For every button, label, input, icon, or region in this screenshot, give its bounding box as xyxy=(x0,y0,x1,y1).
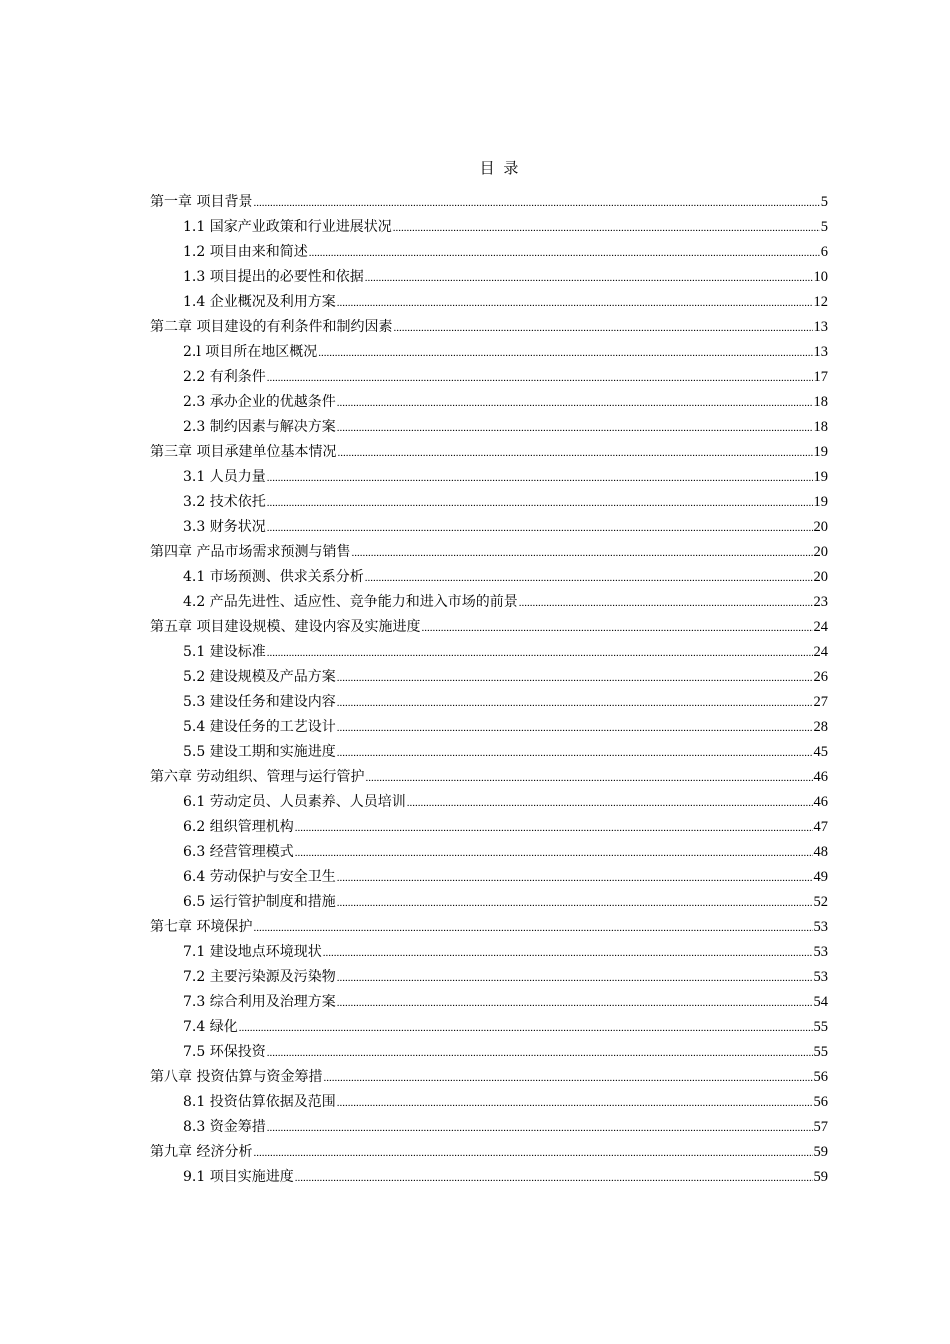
toc-chapter-entry[interactable] xyxy=(150,440,828,465)
toc-section-entry[interactable] xyxy=(150,265,828,290)
toc-chapter-entry[interactable] xyxy=(150,1140,828,1165)
toc-dot-leader xyxy=(253,1141,812,1166)
toc-dot-leader xyxy=(295,1166,813,1191)
toc-page-number: 5 xyxy=(820,194,828,210)
toc-section-entry[interactable] xyxy=(150,290,828,315)
toc-section-entry[interactable] xyxy=(150,990,828,1015)
toc-entry-label: 第三章 项目承建单位基本情况 xyxy=(150,444,337,460)
toc-dot-leader xyxy=(337,991,813,1016)
toc-dot-leader xyxy=(337,416,813,441)
toc-page-number: 26 xyxy=(813,669,828,685)
toc-section-entry[interactable] xyxy=(150,590,828,615)
toc-dot-leader xyxy=(267,1041,813,1066)
toc-dot-leader xyxy=(351,541,812,566)
toc-dot-leader xyxy=(337,866,813,891)
toc-entry-label: 第四章 产品市场需求预测与销售 xyxy=(150,544,351,560)
toc-entry-label: 第六章 劳动组织、管理与运行管护 xyxy=(150,769,365,785)
toc-section-entry[interactable] xyxy=(150,940,828,965)
toc-section-entry[interactable] xyxy=(150,640,828,665)
toc-dot-leader xyxy=(365,766,812,791)
toc-page-number: 20 xyxy=(813,569,828,585)
toc-entry-label: 5.4 建设任务的工艺设计 xyxy=(183,719,336,735)
toc-entry-label: 第一章 项目背景 xyxy=(150,194,253,210)
toc-page-number: 13 xyxy=(813,344,828,360)
toc-dot-leader xyxy=(337,1091,813,1116)
toc-chapter-entry[interactable] xyxy=(150,315,828,340)
toc-section-entry[interactable] xyxy=(150,890,828,915)
toc-dot-leader xyxy=(253,916,812,941)
toc-entry-label: 9.1 项目实施进度 xyxy=(183,1169,294,1185)
toc-dot-leader xyxy=(337,741,813,766)
toc-section-entry[interactable] xyxy=(150,815,828,840)
toc-page-number: 59 xyxy=(813,1144,828,1160)
toc-section-entry[interactable] xyxy=(150,1165,828,1190)
toc-page-number: 59 xyxy=(813,1169,828,1185)
toc-entry-label: 第二章 项目建设的有利条件和制约因素 xyxy=(150,319,393,335)
toc-dot-leader xyxy=(318,341,812,366)
toc-chapter-entry[interactable] xyxy=(150,540,828,565)
toc-entry-label: 2.2 有利条件 xyxy=(183,369,266,385)
toc-section-entry[interactable] xyxy=(150,790,828,815)
toc-section-entry[interactable] xyxy=(150,690,828,715)
toc-entry-label: 6.5 运行管护制度和措施 xyxy=(183,894,336,910)
toc-entry-label: 8.3 资金筹措 xyxy=(183,1119,266,1135)
toc-dot-leader xyxy=(337,891,813,916)
toc-dot-leader xyxy=(337,716,813,741)
toc-entry-label: 2.3 制约因素与解决方案 xyxy=(183,419,336,435)
toc-entry-label: 3.1 人员力量 xyxy=(183,469,266,485)
toc-section-entry[interactable] xyxy=(150,465,828,490)
toc-entry-label: 5.2 建设规模及产品方案 xyxy=(183,669,336,685)
toc-entry-label: 6.4 劳动保护与安全卫生 xyxy=(183,869,336,885)
toc-page-number: 6 xyxy=(820,244,828,260)
toc-page-number: 45 xyxy=(813,744,828,760)
toc-page-number: 53 xyxy=(813,969,828,985)
toc-entry-label: 6.2 组织管理机构 xyxy=(183,819,294,835)
toc-list xyxy=(150,190,828,1190)
toc-section-entry[interactable] xyxy=(150,565,828,590)
toc-section-entry[interactable] xyxy=(150,415,828,440)
toc-page-number: 52 xyxy=(813,894,828,910)
toc-dot-leader xyxy=(267,366,813,391)
toc-entry-label: 1.4 企业概况及利用方案 xyxy=(183,294,336,310)
toc-dot-leader xyxy=(393,316,812,341)
toc-section-entry[interactable] xyxy=(150,665,828,690)
toc-page-number: 19 xyxy=(813,444,828,460)
toc-dot-leader xyxy=(267,516,813,541)
toc-dot-leader xyxy=(267,641,813,666)
toc-entry-label: 1.2 项目由来和简述 xyxy=(183,244,308,260)
toc-dot-leader xyxy=(337,966,813,991)
toc-dot-leader xyxy=(407,791,813,816)
toc-entry-label: 4.2 产品先进性、适应性、竞争能力和进入市场的前景 xyxy=(183,594,518,610)
toc-page-number: 49 xyxy=(813,869,828,885)
page-title: 目 录 xyxy=(479,159,521,177)
toc-page-number: 17 xyxy=(813,369,828,385)
toc-entry-label: 3.3 财务状况 xyxy=(183,519,266,535)
toc-page-number: 24 xyxy=(813,644,828,660)
toc-dot-leader xyxy=(309,241,820,266)
toc-dot-leader xyxy=(365,266,813,291)
toc-page-number: 53 xyxy=(813,919,828,935)
toc-section-entry[interactable] xyxy=(150,1115,828,1140)
toc-dot-leader xyxy=(253,191,819,216)
toc-entry-label: 2.3 承办企业的优越条件 xyxy=(183,394,336,410)
toc-section-entry[interactable] xyxy=(150,490,828,515)
toc-entry-label: 3.2 技术依托 xyxy=(183,494,266,510)
toc-chapter-entry[interactable] xyxy=(150,1065,828,1090)
toc-page-number: 47 xyxy=(813,819,828,835)
toc-chapter-entry[interactable] xyxy=(150,915,828,940)
toc-page-number: 19 xyxy=(813,469,828,485)
toc-page-number: 28 xyxy=(813,719,828,735)
toc-page-number: 20 xyxy=(813,544,828,560)
toc-entry-label: 6.3 经营管理模式 xyxy=(183,844,294,860)
toc-entry-label: 5.5 建设工期和实施进度 xyxy=(183,744,336,760)
toc-entry-label: 8.1 投资估算依据及范围 xyxy=(183,1094,336,1110)
toc-dot-leader xyxy=(337,441,812,466)
toc-page-number: 27 xyxy=(813,694,828,710)
toc-entry-label: 第五章 项目建设规模、建设内容及实施进度 xyxy=(150,619,421,635)
toc-section-entry[interactable] xyxy=(150,740,828,765)
toc-page-number: 19 xyxy=(813,494,828,510)
toc-dot-leader xyxy=(295,841,813,866)
toc-entry-label: 1.3 项目提出的必要性和依据 xyxy=(183,269,364,285)
toc-dot-leader xyxy=(239,1016,813,1041)
toc-dot-leader xyxy=(365,566,813,591)
toc-page-number: 12 xyxy=(813,294,828,310)
toc-section-entry[interactable] xyxy=(150,1090,828,1115)
toc-entry-label: 第七章 环境保护 xyxy=(150,919,253,935)
toc-dot-leader xyxy=(267,1116,813,1141)
toc-page-number: 13 xyxy=(813,319,828,335)
toc-section-entry[interactable] xyxy=(150,390,828,415)
toc-section-entry[interactable] xyxy=(150,215,828,240)
toc-entry-label: 5.1 建设标准 xyxy=(183,644,266,660)
toc-dot-leader xyxy=(267,466,813,491)
toc-section-entry[interactable] xyxy=(150,340,828,365)
toc-dot-leader xyxy=(337,691,813,716)
toc-section-entry[interactable] xyxy=(150,1040,828,1065)
toc-dot-leader xyxy=(421,616,812,641)
toc-page-number: 20 xyxy=(813,519,828,535)
toc-page-number: 56 xyxy=(813,1069,828,1085)
toc-dot-leader xyxy=(323,941,813,966)
toc-dot-leader xyxy=(337,666,813,691)
toc-entry-label: 7.5 环保投资 xyxy=(183,1044,266,1060)
toc-dot-leader xyxy=(267,491,813,516)
toc-page-number: 10 xyxy=(813,269,828,285)
toc-page-number: 57 xyxy=(813,1119,828,1135)
toc-chapter-entry[interactable] xyxy=(150,190,828,215)
toc-section-entry[interactable] xyxy=(150,240,828,265)
toc-dot-leader xyxy=(337,291,813,316)
toc-entry-label: 7.3 综合利用及治理方案 xyxy=(183,994,336,1010)
toc-page-number: 55 xyxy=(813,1044,828,1060)
toc-chapter-entry[interactable] xyxy=(150,615,828,640)
toc-entry-label: 7.2 主要污染源及污染物 xyxy=(183,969,336,985)
toc-section-entry[interactable] xyxy=(150,1015,828,1040)
toc-page-number: 24 xyxy=(813,619,828,635)
toc-page-number: 46 xyxy=(813,794,828,810)
toc-dot-leader xyxy=(295,816,813,841)
toc-entry-label: 2.l 项目所在地区概况 xyxy=(183,344,318,360)
toc-dot-leader xyxy=(519,591,813,616)
toc-page-number: 18 xyxy=(813,394,828,410)
toc-page-number: 5 xyxy=(820,219,828,235)
toc-dot-leader xyxy=(337,391,813,416)
toc-dot-leader xyxy=(393,216,820,241)
toc-chapter-entry[interactable] xyxy=(150,765,828,790)
toc-section-entry[interactable] xyxy=(150,865,828,890)
toc-page-number: 46 xyxy=(813,769,828,785)
toc-page-number: 53 xyxy=(813,944,828,960)
toc-entry-label: 7.1 建设地点环境现状 xyxy=(183,944,322,960)
toc-entry-label: 6.1 劳动定员、人员素养、人员培训 xyxy=(183,794,406,810)
toc-section-entry[interactable] xyxy=(150,715,828,740)
toc-dot-leader xyxy=(323,1066,812,1091)
toc-section-entry[interactable] xyxy=(150,840,828,865)
toc-page-number: 18 xyxy=(813,419,828,435)
toc-entry-label: 1.1 国家产业政策和行业进展状况 xyxy=(183,219,392,235)
toc-section-entry[interactable] xyxy=(150,515,828,540)
toc-page-number: 56 xyxy=(813,1094,828,1110)
toc-page-number: 54 xyxy=(813,994,828,1010)
toc-page-number: 23 xyxy=(813,594,828,610)
toc-entry-label: 5.3 建设任务和建设内容 xyxy=(183,694,336,710)
toc-entry-label: 7.4 绿化 xyxy=(183,1019,238,1035)
toc-page-number: 55 xyxy=(813,1019,828,1035)
toc-entry-label: 4.1 市场预测、供求关系分析 xyxy=(183,569,364,585)
toc-page-number: 48 xyxy=(813,844,828,860)
toc-entry-label: 第九章 经济分析 xyxy=(150,1144,253,1160)
toc-entry-label: 第八章 投资估算与资金筹措 xyxy=(150,1069,323,1085)
toc-section-entry[interactable] xyxy=(150,365,828,390)
toc-section-entry[interactable] xyxy=(150,965,828,990)
